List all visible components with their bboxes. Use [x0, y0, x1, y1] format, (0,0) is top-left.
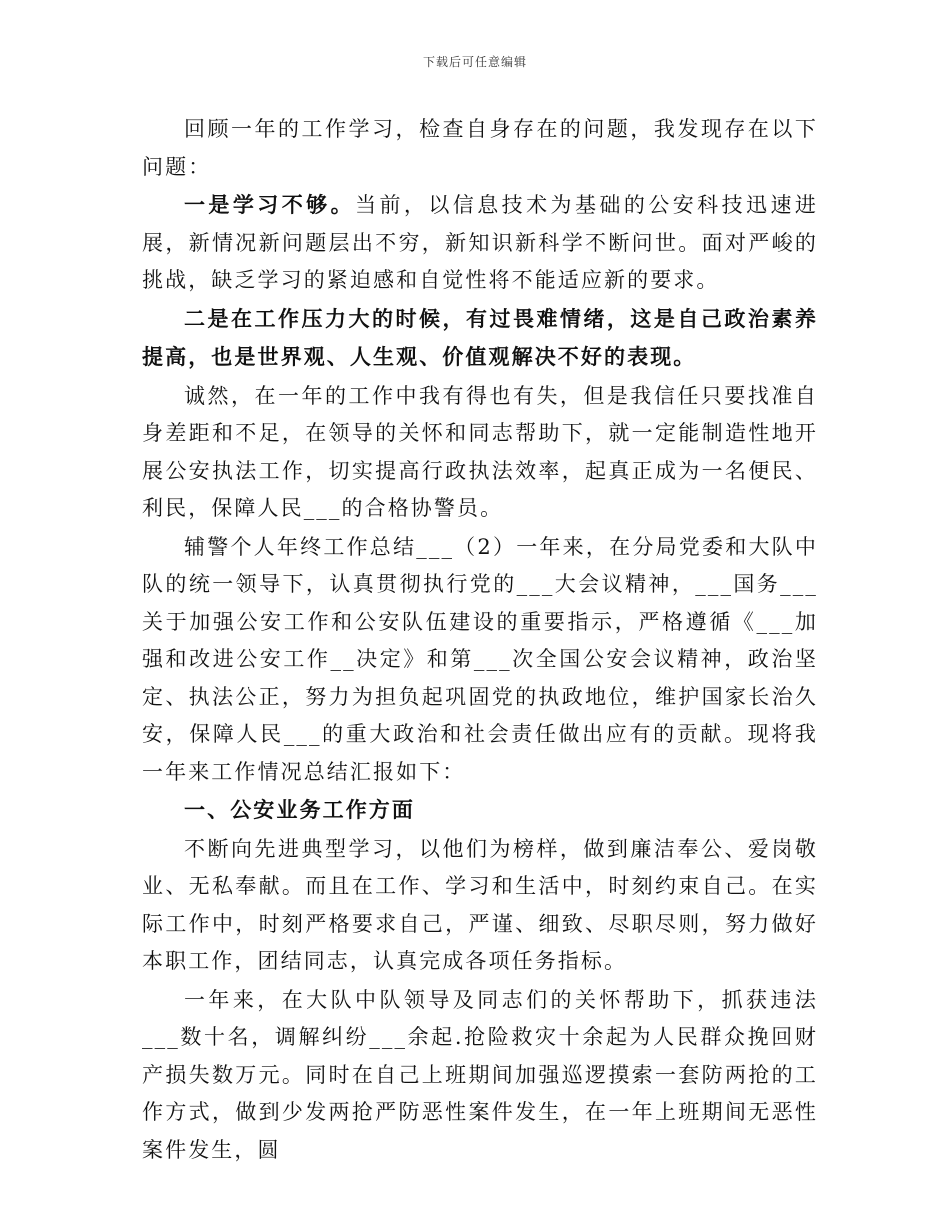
paragraph-text: 辅警个人年终工作总结___（2）一年来，在分局党委和大队中队的统一领导下，认真贯彻执行党的___大会议精神，___国务___关于加强公安工作和公安队伍建设的重要指示，严格遵循《___加强和改进公安工作__决定》和第___次全国公安会议精神，政治坚定、执法公正，努力为担负起巩固党的执政地位，维护国家长治久安，保障人民___的重大政治和社会责任做出应有的贡献。现将我一年来工作情况总结汇报如下：: [142, 534, 818, 784]
section-heading-text: 一、公安业务工作方面: [184, 797, 415, 822]
paragraph: [142, 110, 818, 186]
paragraph-text: 回顾一年的工作学习，检查自身存在的问题，我发现存在以下问题：: [142, 117, 818, 179]
paragraph: [142, 300, 818, 377]
paragraph: [142, 528, 818, 792]
page-header: 下载后可任意编辑: [422, 55, 527, 69]
paragraph-text: 诚然，在一年的工作中我有得也有失，但是我信任只要找准自身差距和不足，在领导的关怀和同志帮助下，就一定能制造性地开展公安执法工作，切实提高行政执法效率，起真正成为一名便民、利民，保障人民___的合格协警员。: [142, 383, 818, 520]
section-heading: [142, 791, 818, 830]
paragraph: [142, 981, 818, 1170]
paragraph: [142, 186, 818, 300]
paragraph-text: 一年来，在大队中队领导及同志们的关怀帮助下，抓获违法___数十名，调解纠纷___余起.抢险救灾十余起为人民群众挽回财产损失数万元。同时在自己上班期间加强巡逻摸索一套防两抢的工作方式，做到少发两抢严防恶性案件发生，在一年上班期间无恶性案件发生，圆: [142, 987, 818, 1162]
document-body: [142, 110, 818, 1169]
paragraph-lead: 二是在工作压力大的时候，有过畏难情绪，这是自己政治素养提高，也是世界观、人生观、价值观解决不好的表现。: [142, 305, 818, 369]
paragraph: [142, 830, 818, 981]
paragraph: [142, 377, 818, 528]
paragraph-text: 当前，以信息技术为基础的公安科技迅速进展，新情况新问题层出不穷，新知识新科学不断问世。面对严峻的挑战，缺乏学习的紧迫感和自觉性将不能适应新的要求。: [142, 193, 819, 292]
paragraph-text: 不断向先进典型学习，以他们为榜样，做到廉洁奉公、爱岗敬业、无私奉献。而且在工作、学习和生活中，时刻约束自己。在实际工作中，时刻严格要求自己，严谨、细致、尽职尽则，努力做好本职工作，团结同志，认真完成各项任务指标。: [142, 836, 818, 973]
paragraph-lead: 一是学习不够。: [184, 192, 356, 217]
